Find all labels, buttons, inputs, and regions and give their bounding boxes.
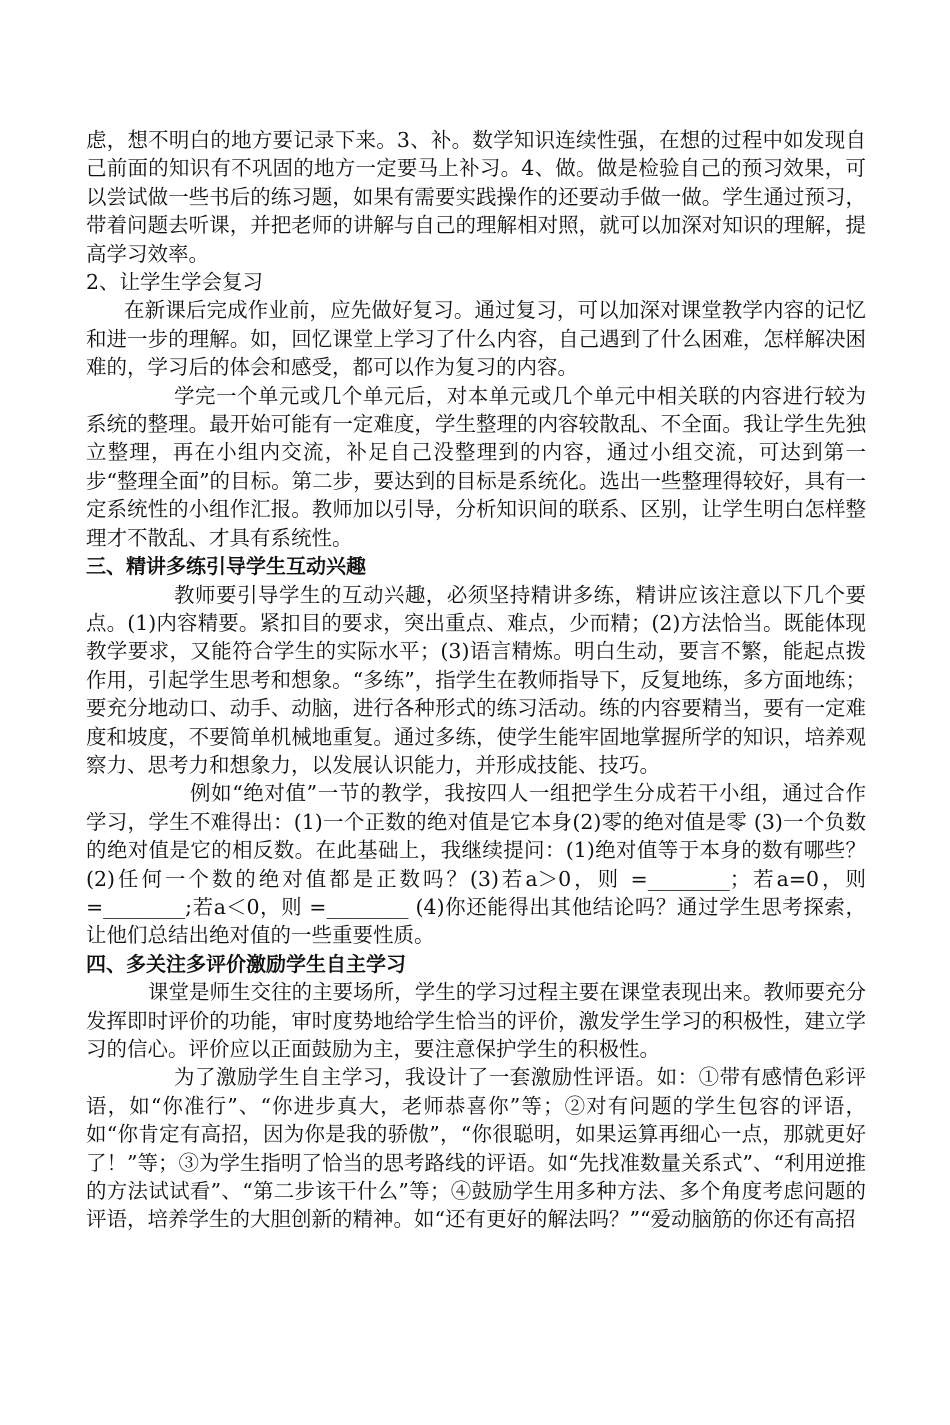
document-page xyxy=(86,126,866,1234)
paragraph-absolute-value-example: 例如“绝对值”一节的教学，我按四人一组把学生分成若干小组，通过合作学习，学生不难得出：(1)一个正数的绝对值是它本身(2)零的绝对值是零 (3)一个负数的绝对值是它的相反数。在此基础上，我继续提问：(1)绝对值等于本身的数有哪些？(2)任何一个数的绝对值都是正数吗？(3)若a＞0，则 =________；若a=0，则 =________;若a＜0，则 =________ (4)你还能得出其他结论吗？通过学生思考探索，让他们总结出绝对值的一些重要性质。 xyxy=(86,781,866,948)
paragraph-preview-steps: 虑，想不明白的地方要记录下来。3、补。数学知识连续性强，在想的过程中如发现自己前面的知识有不巩固的地方一定要马上补习。4、做。做是检验自己的预习效果，可以尝试做一些书后的练习题，如果有需要实践操作的还要动手做一做。学生通过预习，带着问题去听课，并把老师的讲解与自己的理解相对照，就可以加深对知识的理解，提高学习效率。 xyxy=(86,128,866,266)
paragraph-unit-organize: 学完一个单元或几个单元后，对本单元或几个单元中相关联的内容进行较为系统的整理。最开始可能有一定难度，学生整理的内容较散乱、不全面。我让学生先独立整理，再在小组内交流，补足自己没整理到的内容，通过小组交流，可达到第一步“整理全面”的目标。第二步，要达到的目标是系统化。选出一些整理得较好，具有一定系统性的小组作汇报。教师加以引导，分析知识间的联系、区别，让学生明白怎样整理才不散乱、才具有系统性。 xyxy=(86,383,866,550)
paragraph-encouragement-comments: 为了激励学生自主学习，我设计了一套激励性评语。如：①带有感情色彩评语，如“你准行”、“你进步真大，老师恭喜你”等；②对有问题的学生包容的评语，如“你肯定有高招，因为你是我的骄傲”，“你很聪明，如果运算再细心一点，那就更好了！”等；③为学生指明了恰当的思考路线的评语。如“先找准数量关系式”、“利用逆推的方法试试看”、“第二步该干什么”等；④鼓励学生用多种方法、多个角度考虑问题的评语，培养学生的大胆创新的精神。如“还有更好的解法吗？”“爱动脑筋的你还有高招 xyxy=(86,1065,866,1232)
section-heading-3: 三、精讲多练引导学生互动兴趣 xyxy=(86,554,366,579)
paragraph-evaluation: 课堂是师生交往的主要场所，学生的学习过程主要在课堂表现出来。教师要充分发挥即时评价的功能，审时度势地给学生恰当的评价，激发学生学习的积极性，建立学习的信心。评价应以正面鼓励为主，要注意保护学生的积极性。 xyxy=(86,980,866,1061)
section-heading-4: 四、多关注多评价激励学生自主学习 xyxy=(86,951,406,976)
subheading-review: 2、让学生学会复习 xyxy=(86,270,264,295)
paragraph-review-intro: 在新课后完成作业前，应先做好复习。通过复习，可以加深对课堂教学内容的记忆和进一步的理解。如，回忆课堂上学习了什么内容，自己遇到了什么困难，怎样解决困难的，学习后的体会和感受，都可以作为复习的内容。 xyxy=(86,298,866,380)
paragraph-practice: 教师要引导学生的互动兴趣，必须坚持精讲多练，精讲应该注意以下几个要点。(1)内容精要。紧扣目的要求，突出重点、难点，少而精；(2)方法恰当。既能体现教学要求，又能符合学生的实际水平；(3)语言精炼。明白生动，要言不繁，能起点拨作用，引起学生思考和想象。“多练”，指学生在教师指导下，反复地练，多方面地练；要充分地动口、动手、动脑，进行各种形式的练习活动。练的内容要精当，要有一定难度和坡度，不要简单机械地重复。通过多练，使学生能牢固地掌握所学的知识，培养观察力、思考力和想象力，以发展认识能力，并形成技能、技巧。 xyxy=(86,582,866,777)
